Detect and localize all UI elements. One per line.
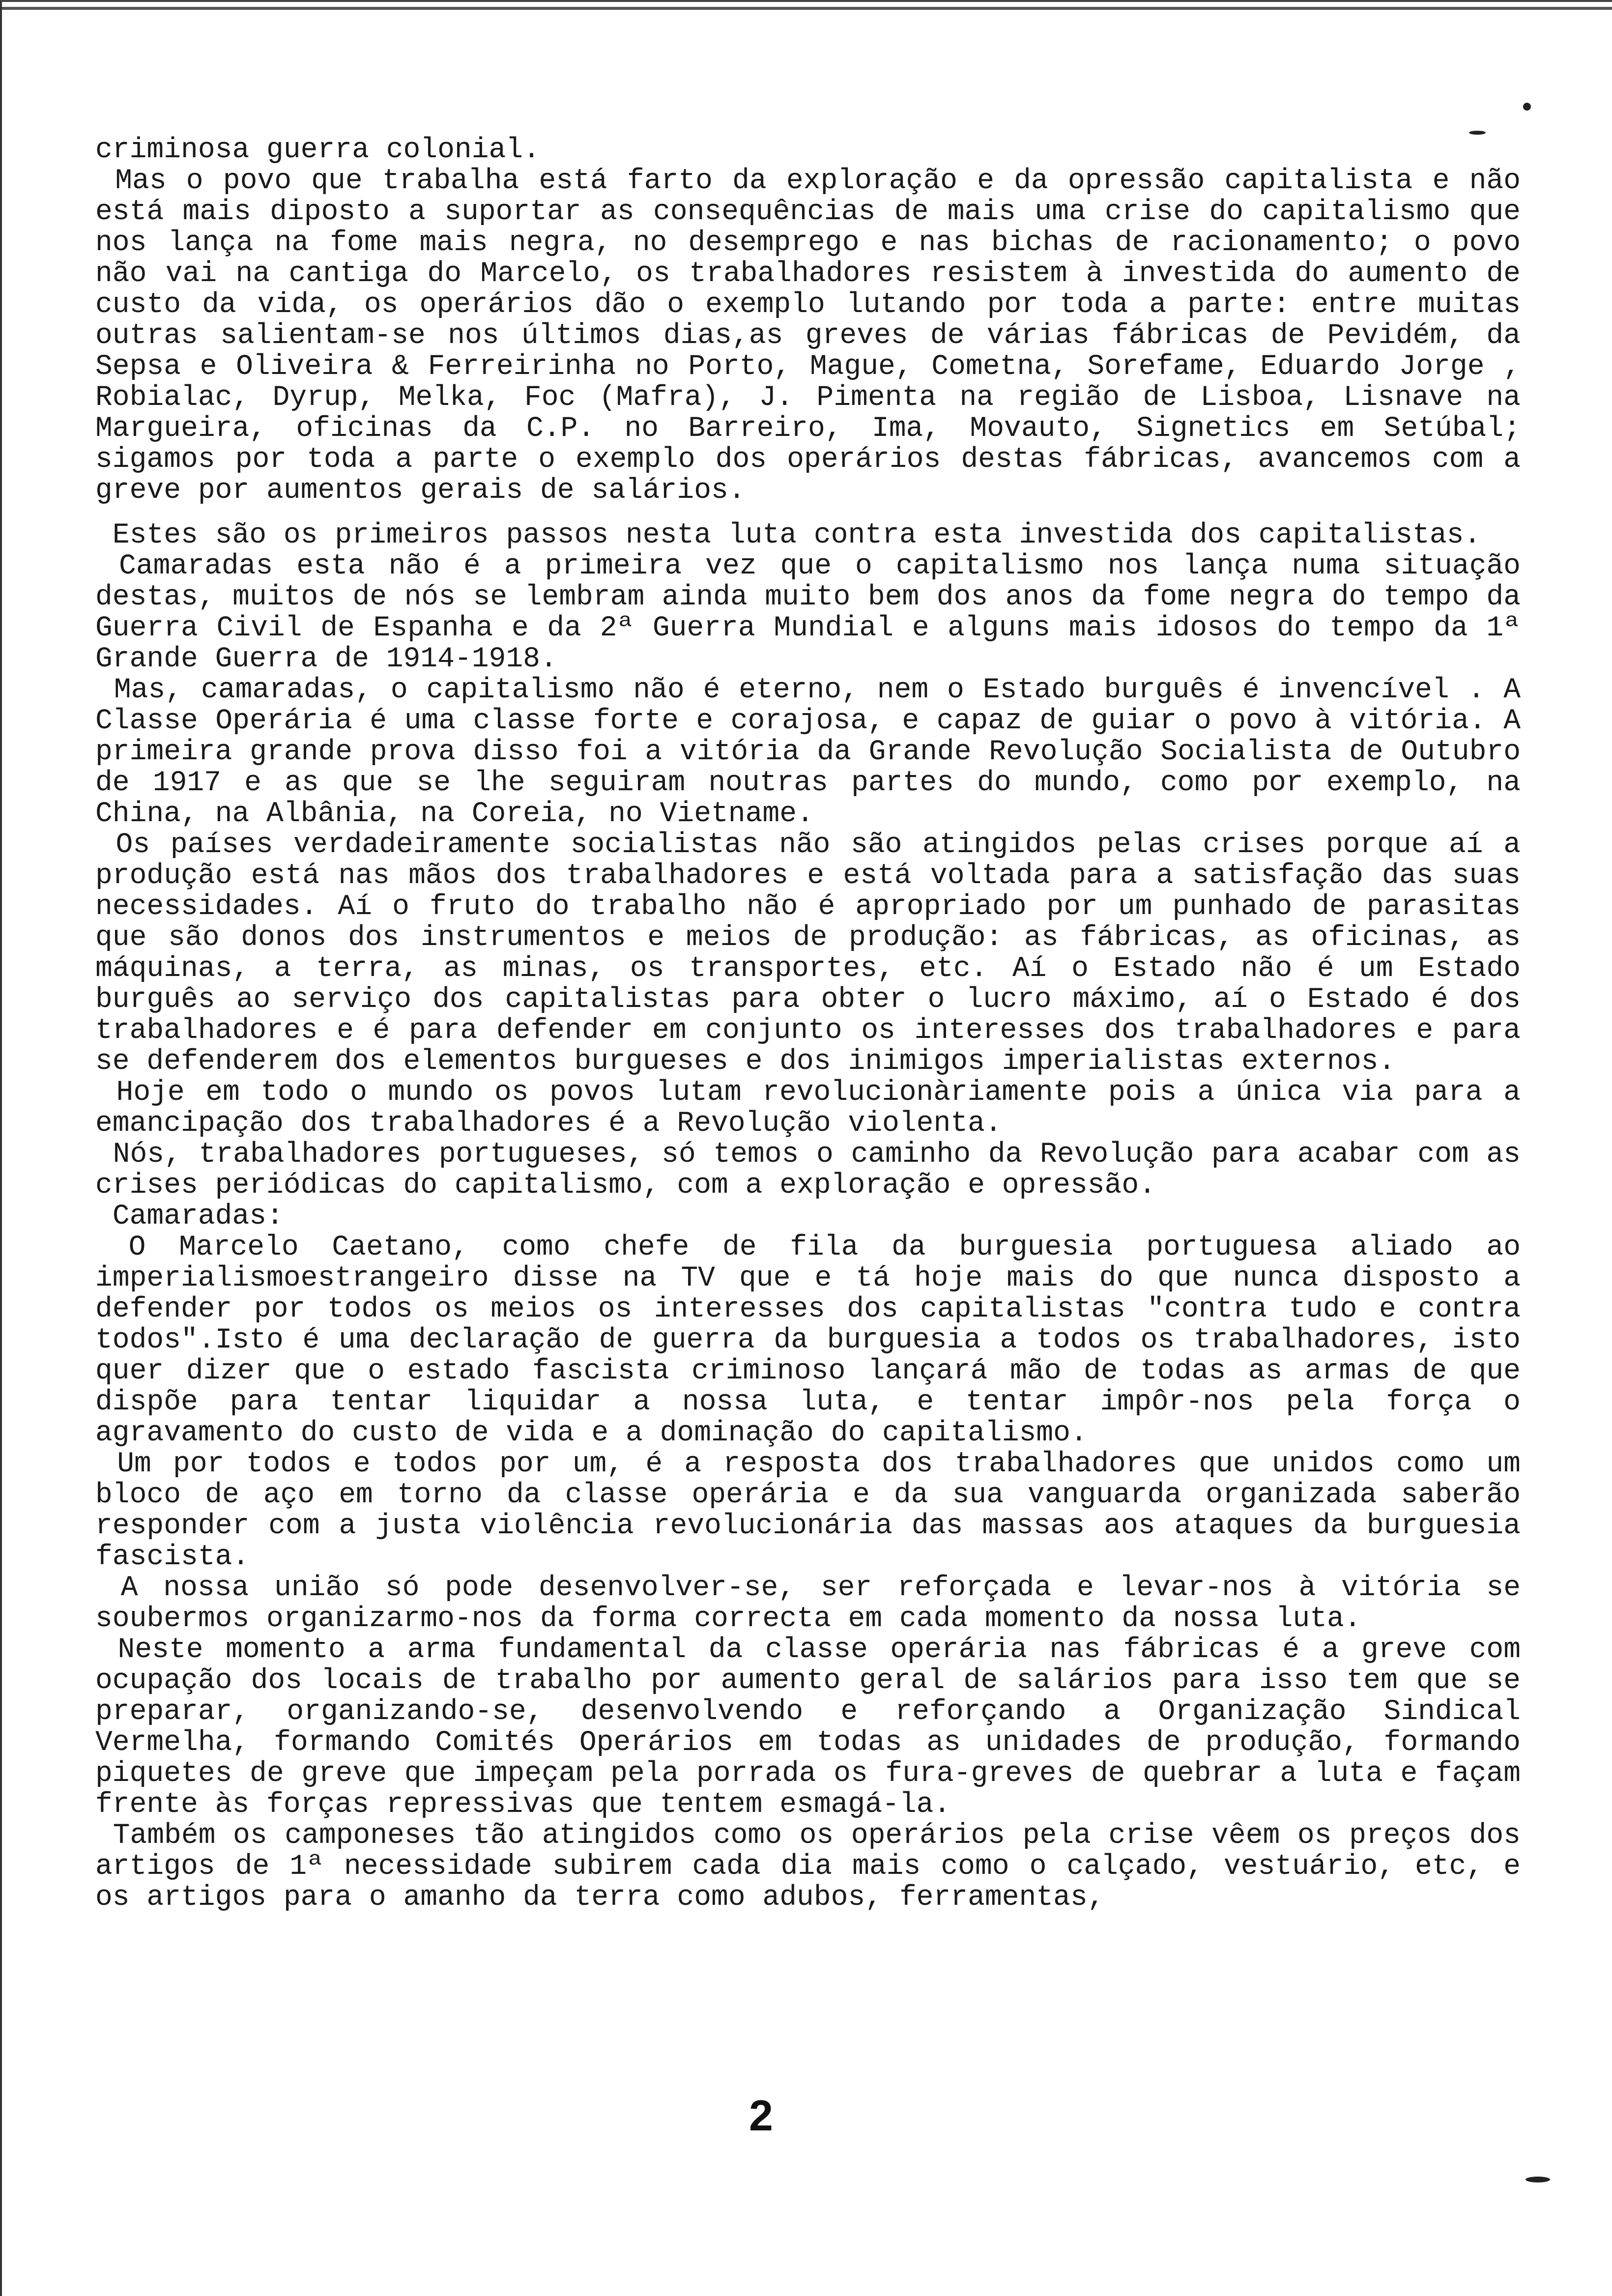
paragraph: Camaradas: xyxy=(95,1201,284,1233)
ink-speck xyxy=(1469,131,1486,135)
paragraph: Um por todos e todos por um, é a resposta dos trabalhadores que unidos como um bloco de aço em torno da classe operária e da sua vanguarda organizada saberão responder com a justa violência revolucionária das massas aos ataques da burguesia fascista. xyxy=(95,1448,1538,1573)
paragraph: Hoje em todo o mundo os povos lutam revolucionàriamente pois a única via para a emancipação dos trabalhadores é a Revolução violenta. xyxy=(95,1077,1538,1140)
paragraph: Neste momento a arma fundamental da classe operária nas fábricas é a greve com ocupação dos locais de trabalho por aumento geral de salários para isso tem que se preparar, organizando-se, desenvolvendo e reforçando a Organização Sindical Vermelha, formando Comités Operários em todas as unidades de produção, formando piquetes de greve que impeçam pela porrada os fura-greves de quebrar a luta e façam frente às forças repressivas que tentem esmagá-la. xyxy=(95,1634,1538,1821)
paragraph: criminosa guerra colonial. xyxy=(95,134,540,166)
paragraph: A nossa união só pode desenvolver-se, ser reforçada e levar-nos à vitória se soubermos organizarmo-nos da forma correcta em cada momento da nossa luta. xyxy=(95,1572,1538,1635)
paragraph: Mas o povo que trabalha está farto da exploração e da opressão capitalista e não está mais diposto a suportar as consequências de mais uma crise do capitalismo que nos lança na fome mais negra, no desemprego e nas bichas de racionamento; o povo não vai na cantiga do Marcelo, os trabalhadores resistem à investida do aumento de custo da vida, os operários dão o exemplo lutando por toda a parte: entre muitas outras salientam-se nos últimos dias,as greves de várias fábricas de Pevidém, da Sepsa e Oliveira & Ferreirinha no Porto, Mague, Cometna, Sorefame, Eduardo Jorge , Robialac, Dyrup, Melka, Foc (Mafra), J. Pimenta na região de Lisboa, Lisnave na Margueira, oficinas da C.P. no Barreiro, Ima, Movauto, Signetics em Setúbal; sigamos por toda a parte o exemplo dos operários destas fábricas, avancemos com a greve por aumentos gerais de salários. xyxy=(95,165,1538,507)
paragraph: Mas, camaradas, o capitalismo não é eterno, nem o Estado burguês é invencível . A Classe Operária é uma classe forte e corajosa, e capaz de guiar o povo à vitória. A primeira grande prova disso foi a vitória da Grande Revolução Socialista de Outubro de 1917 e as que se lhe seguiram noutras partes do mundo, como por exemplo, na China, na Albânia, na Coreia, no Vietname. xyxy=(95,674,1538,830)
paragraph: Também os camponeses tão atingidos como os operários pela crise vêem os preços dos artigos de 1ª necessidade subirem cada dia mais como o calçado, vestuário, etc, e os artigos para o amanho da terra como adubos, ferramentas, xyxy=(95,1820,1538,1914)
paragraph: O Marcelo Caetano, como chefe de fila da burguesia portuguesa aliado ao imperialismoestrangeiro disse na TV que e tá hoje mais do que nunca disposto a defender por todos os meios os interesses dos capitalistas "contra tudo e contra todos".Isto é uma declaração de guerra da burguesia a todos os trabalhadores, isto quer dizer que o estado fascista criminoso lançará mão de todas as armas de que dispõe para tentar liquidar a nossa luta, e tentar impôr-nos pela força o agravamento do custo de vida e a dominação do capitalismo. xyxy=(95,1232,1538,1449)
paragraph: Estes são os primeiros passos nesta luta contra esta investida dos capitalistas. xyxy=(95,519,1481,551)
ink-speck xyxy=(1523,103,1531,111)
paragraph: Os países verdadeiramente socialistas não são atingidos pelas crises porque aí a produção está nas mãos dos trabalhadores e está voltada para a satisfação das suas necessidades. Aí o fruto do trabalho não é apropriado por um punhado de parasitas que são donos dos instrumentos e meios de produção: as fábricas, as oficinas, as máquinas, a terra, as minas, os transportes, etc. Aí o Estado não é um Estado burguês ao serviço dos capitalistas para obter o lucro máximo, aí o Estado é dos trabalhadores e é para defender em conjunto os interesses dos trabalhadores e para se defenderem dos elementos burgueses e dos inimigos imperialistas externos. xyxy=(95,829,1538,1078)
ink-speck xyxy=(1526,2177,1550,2182)
paragraph: Camaradas esta não é a primeira vez que o capitalismo nos lança numa situação destas, muitos de nós se lembram ainda muito bem dos anos da fome negra do tempo da Guerra Civil de Espanha e da 2ª Guerra Mundial e alguns mais idosos do tempo da 1ª Grande Guerra de 1914-1918. xyxy=(95,550,1538,675)
top-border-rule xyxy=(2,7,1612,10)
page-number: 2 xyxy=(749,2091,773,2140)
paragraph: Nós, trabalhadores portugueses, só temos o caminho da Revolução para acabar com as crises periódicas do capitalismo, com a exploração e opressão. xyxy=(95,1139,1538,1202)
body-text xyxy=(95,134,1538,1914)
